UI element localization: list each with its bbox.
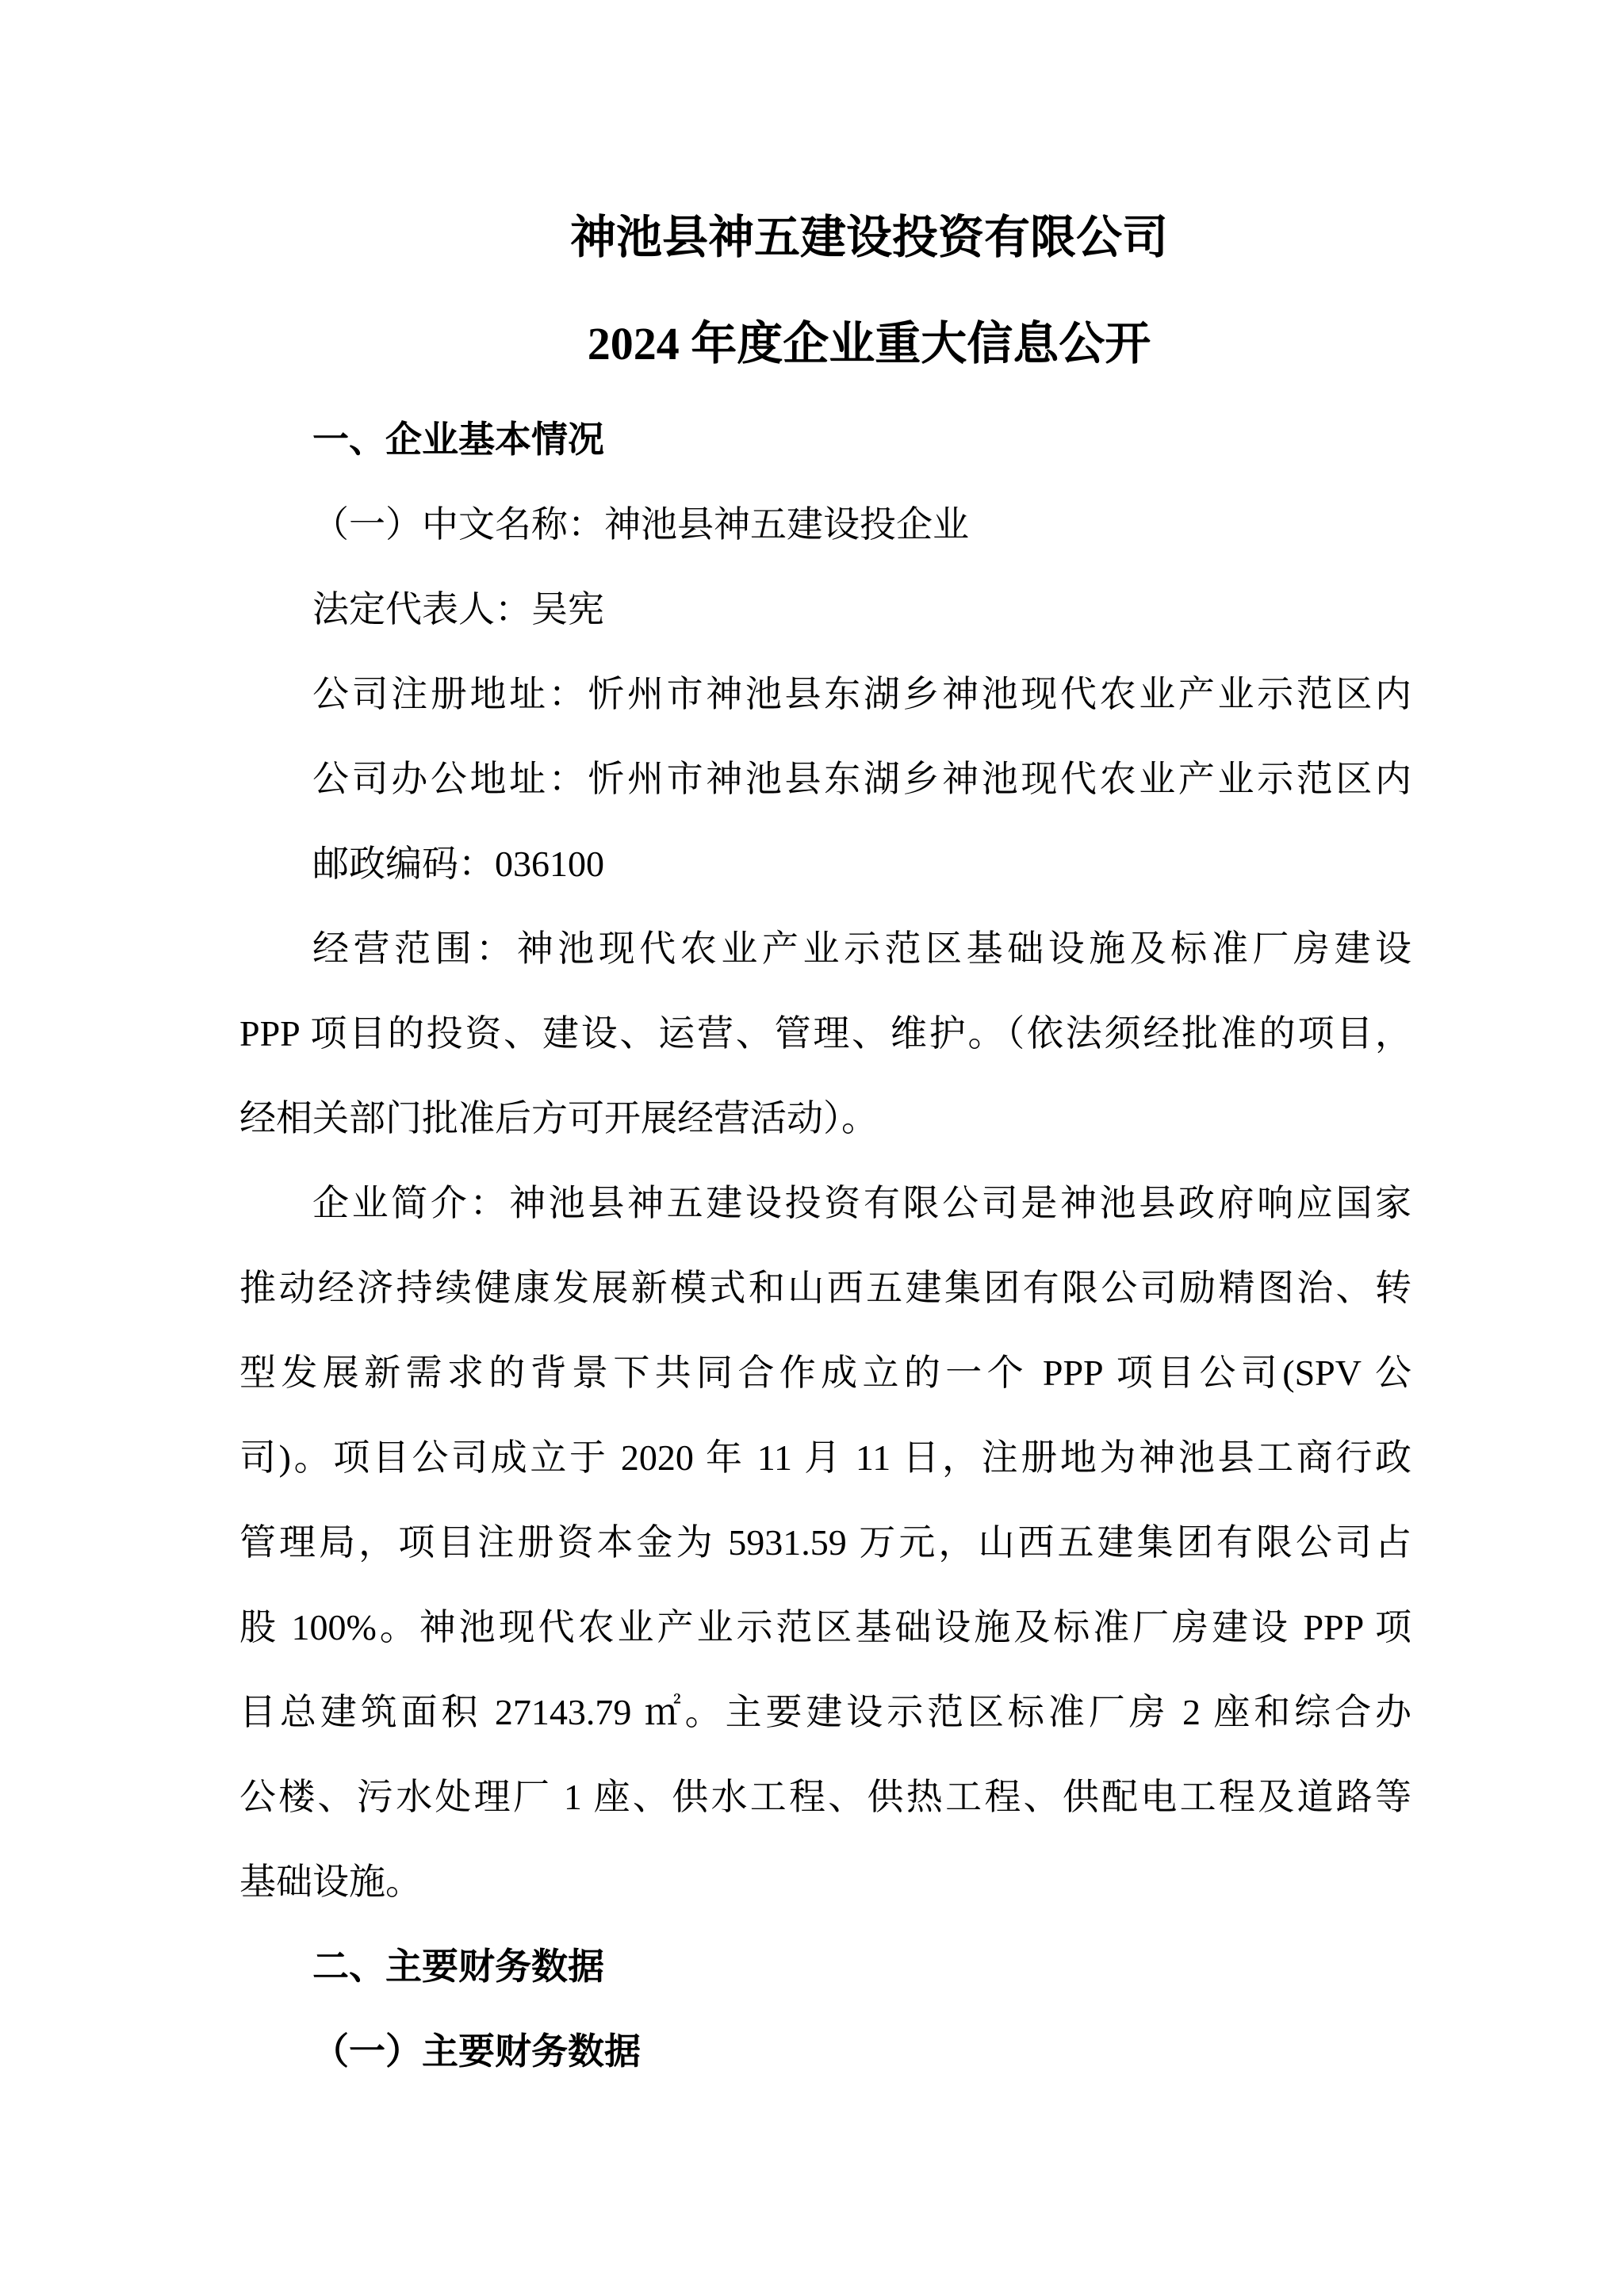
company-profile-line-2: 推动经济持续健康发展新模式和山西五建集团有限公司励精图治、转: [239, 1268, 1411, 1308]
legal-representative-line: 法定代表人：吴宪: [312, 589, 604, 629]
company-profile-line-1: 企业简介：神池县神五建设投资有限公司是神池县政府响应国家: [312, 1183, 1411, 1223]
business-scope-line-1: 经营范围：神池现代农业产业示范区基础设施及标准厂房建设: [312, 928, 1411, 969]
registered-address-line: 公司注册地址：忻州市神池县东湖乡神池现代农业产业示范区内: [312, 674, 1411, 714]
company-profile-line-9: 基础设施。: [239, 1862, 422, 1902]
company-profile-line-8: 公楼、污水处理厂 1 座、供水工程、供热工程、供配电工程及道路等: [239, 1777, 1411, 1817]
company-profile-line-5: 管理局，项目注册资本金为 5931.59 万元，山西五建集团有限公司占: [239, 1522, 1411, 1563]
company-profile-line-6: 股 100%。神池现代农业产业示范区基础设施及标准厂房建设 PPP 项: [239, 1607, 1411, 1647]
office-address-line: 公司办公地址：忻州市神池县东湖乡神池现代农业产业示范区内: [312, 759, 1411, 799]
company-profile-line-4: 司)。项目公司成立于 2020 年 11 月 11 日，注册地为神池县工商行政: [239, 1437, 1411, 1478]
business-scope-line-2: PPP 项目的投资、建设、运营、管理、维护。（依法须经批准的项目，: [239, 1013, 1411, 1054]
company-name-title: 神池县神五建设投资有限公司: [569, 212, 1168, 263]
financial-data-subheading: （一）主要财务数据: [312, 2031, 641, 2072]
company-profile-line-3: 型发展新需求的背景下共同合作成立的一个 PPP 项目公司(SPV 公: [239, 1353, 1411, 1393]
business-scope-line-3: 经相关部门批准后方可开展经营活动）。: [239, 1098, 878, 1138]
company-profile-line-7: 目总建筑面积 27143.79 ㎡。主要建设示范区标准厂房 2 座和综合办: [239, 1692, 1411, 1732]
chinese-name-line: （一）中文名称：神池县神五建设投企业: [312, 504, 969, 545]
document-body: [239, 397, 1411, 2094]
document-title-block: [283, 185, 1455, 397]
section-2-heading: 二、主要财务数据: [312, 1946, 604, 1987]
report-title: 2024 年度企业重大信息公开: [587, 318, 1151, 369]
postal-code-line: 邮政编码：036100: [312, 844, 604, 884]
section-1-heading: 一、企业基本情况: [312, 419, 604, 460]
